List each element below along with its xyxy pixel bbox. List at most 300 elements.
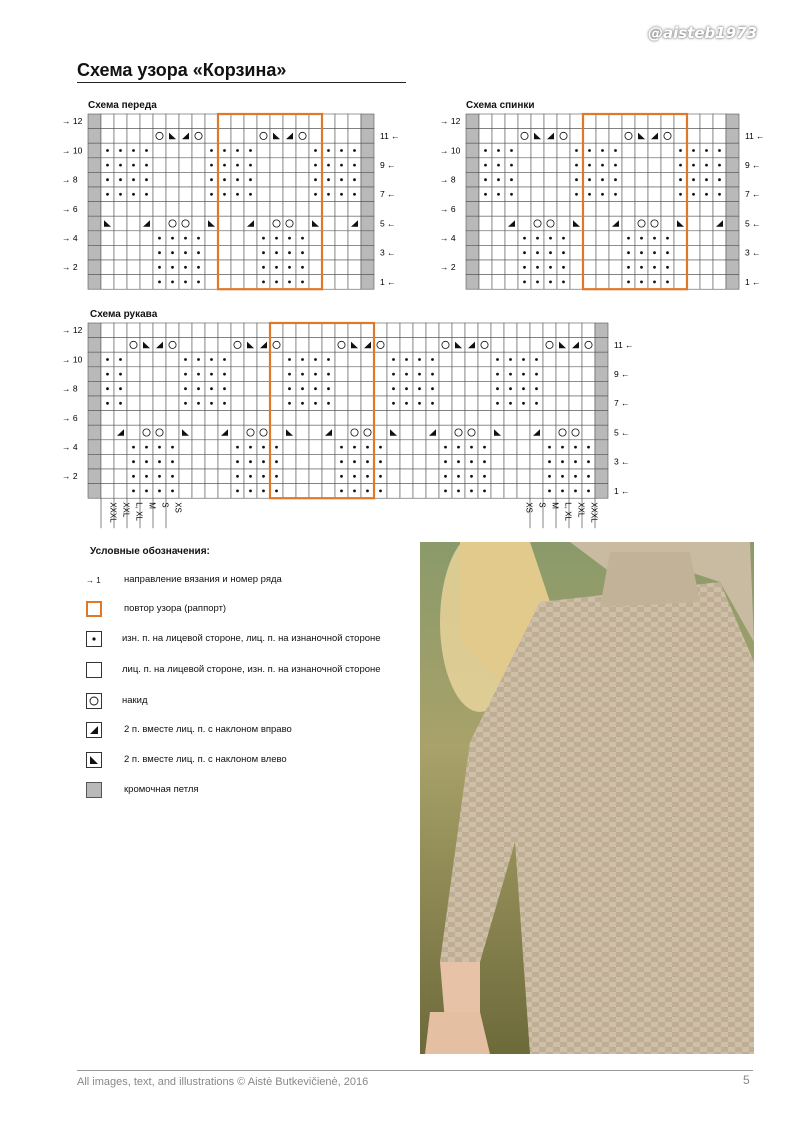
purl-dot-icon xyxy=(523,266,526,269)
purl-dot-icon xyxy=(327,402,330,405)
chart-cell xyxy=(231,338,244,353)
chart-cell xyxy=(179,202,192,217)
chart-cell xyxy=(283,454,296,469)
chart-cell xyxy=(179,484,192,499)
chart-cell xyxy=(439,367,452,382)
chart-cell xyxy=(465,381,478,396)
chart-cell xyxy=(205,275,218,290)
purl-dot-icon xyxy=(288,251,291,254)
purl-dot-icon xyxy=(132,193,135,196)
purl-dot-icon xyxy=(197,237,200,240)
purl-dot-icon xyxy=(145,178,148,181)
purl-dot-icon xyxy=(197,373,200,376)
purl-dot-icon xyxy=(470,460,473,463)
chart-cell xyxy=(205,469,218,484)
chart-cell xyxy=(648,143,661,158)
purl-dot-icon xyxy=(210,164,213,167)
chart-cell xyxy=(309,114,322,129)
purl-dot-icon xyxy=(223,402,226,405)
chart-cell xyxy=(726,172,739,187)
chart-cell xyxy=(296,440,309,455)
chart-cell xyxy=(179,143,192,158)
purl-dot-icon xyxy=(327,373,330,376)
chart-cell xyxy=(192,129,205,144)
chart-cell xyxy=(244,425,257,440)
chart-cell xyxy=(88,381,101,396)
chart-cell xyxy=(257,114,270,129)
purl-dot-icon xyxy=(496,387,499,390)
purl-dot-icon xyxy=(197,281,200,284)
chart-cell xyxy=(127,129,140,144)
chart-cell xyxy=(648,172,661,187)
purl-dot-icon xyxy=(171,251,174,254)
chart-cell xyxy=(179,216,192,231)
chart-cell xyxy=(569,396,582,411)
chart-cell xyxy=(504,469,517,484)
row-label-left: → 2 xyxy=(440,262,456,273)
chart-cell xyxy=(179,129,192,144)
chart-cell xyxy=(179,172,192,187)
chart-cell xyxy=(479,202,492,217)
chart-cell xyxy=(153,114,166,129)
purl-dot-icon xyxy=(666,251,669,254)
k2tog-left-icon xyxy=(86,752,102,768)
chart-cell xyxy=(244,129,257,144)
chart-cell xyxy=(505,245,518,260)
purl-dot-icon xyxy=(705,164,708,167)
chart-cell xyxy=(361,411,374,426)
purl-dot-icon xyxy=(431,358,434,361)
chart-cell xyxy=(270,216,283,231)
chart-cell xyxy=(101,275,114,290)
purl-dot-icon xyxy=(314,164,317,167)
chart-cell xyxy=(257,352,270,367)
chart-cell xyxy=(492,202,505,217)
chart-cell xyxy=(348,114,361,129)
purl-dot-icon xyxy=(509,358,512,361)
purl-dot-icon xyxy=(288,402,291,405)
purl-dot-icon xyxy=(522,373,525,376)
purl-dot-icon xyxy=(119,358,122,361)
chart-cell xyxy=(466,187,479,202)
purl-dot-icon xyxy=(119,373,122,376)
size-label-right: L, XL xyxy=(563,502,573,521)
purl-dot-icon xyxy=(236,475,239,478)
row-label-right: 7 ← xyxy=(380,189,396,200)
purl-dot-icon xyxy=(249,149,252,152)
chart-cell xyxy=(88,440,101,455)
chart-cell xyxy=(153,352,166,367)
chart-cell xyxy=(674,129,687,144)
chart-cell xyxy=(361,231,374,246)
chart-cell xyxy=(244,381,257,396)
chart-cell xyxy=(257,396,270,411)
chart-cell xyxy=(518,187,531,202)
purl-dot-icon xyxy=(692,193,695,196)
chart-cell xyxy=(518,158,531,173)
chart-cell xyxy=(192,469,205,484)
purl-dot-icon xyxy=(145,164,148,167)
purl-dot-icon xyxy=(405,402,408,405)
chart-cell xyxy=(661,202,674,217)
chart-cell xyxy=(478,425,491,440)
purl-dot-icon xyxy=(483,446,486,449)
chart-cell xyxy=(452,425,465,440)
chart-cell xyxy=(218,338,231,353)
purl-dot-icon xyxy=(353,460,356,463)
chart-cell xyxy=(335,323,348,338)
chart-cell xyxy=(270,114,283,129)
legend-text: 2 п. вместе лиц. п. с наклоном влево xyxy=(124,754,287,765)
chart-cell xyxy=(517,323,530,338)
chart-cell xyxy=(218,323,231,338)
chart-cell xyxy=(518,129,531,144)
chart-cell xyxy=(192,484,205,499)
purl-dot-icon xyxy=(353,178,356,181)
chart-cell xyxy=(583,129,596,144)
chart-cell xyxy=(517,484,530,499)
chart-cell xyxy=(465,367,478,382)
chart-cell xyxy=(335,338,348,353)
chart-cell xyxy=(283,440,296,455)
purl-dot-icon xyxy=(483,475,486,478)
purl-dot-icon xyxy=(692,164,695,167)
chart-cell xyxy=(556,425,569,440)
purl-dot-icon xyxy=(679,178,682,181)
chart-cell xyxy=(596,114,609,129)
purl-dot-icon xyxy=(249,490,252,493)
chart-cell xyxy=(543,381,556,396)
chart-cell xyxy=(179,440,192,455)
chart-cell xyxy=(557,187,570,202)
chart-cell xyxy=(309,202,322,217)
chart-cell xyxy=(192,338,205,353)
chart-cell xyxy=(569,367,582,382)
purl-dot-icon xyxy=(184,358,187,361)
chart-cell xyxy=(700,114,713,129)
purl-dot-icon xyxy=(171,237,174,240)
purl-dot-icon xyxy=(405,358,408,361)
chart-cell xyxy=(127,275,140,290)
chart-cell xyxy=(283,484,296,499)
purl-dot-icon xyxy=(614,164,617,167)
chart-cell xyxy=(387,454,400,469)
chart-cell xyxy=(687,202,700,217)
purl-dot-icon xyxy=(288,281,291,284)
chart-cell xyxy=(127,202,140,217)
chart-cell xyxy=(309,469,322,484)
title-underline xyxy=(77,82,406,83)
chart-cell xyxy=(400,484,413,499)
purl-dot-icon xyxy=(301,266,304,269)
purl-dot-icon xyxy=(210,178,213,181)
chart-cell xyxy=(374,323,387,338)
purl-dot-icon xyxy=(223,193,226,196)
purl-dot-icon xyxy=(249,475,252,478)
chart-cell xyxy=(335,396,348,411)
chart-cell xyxy=(192,454,205,469)
chart-cell xyxy=(257,129,270,144)
chart-cell xyxy=(452,367,465,382)
chart-cell xyxy=(361,381,374,396)
chart-cell xyxy=(531,143,544,158)
chart-cell xyxy=(114,202,127,217)
purl-dot-icon xyxy=(106,387,109,390)
chart-cell xyxy=(557,202,570,217)
chart-cell xyxy=(244,231,257,246)
chart-cell xyxy=(192,411,205,426)
chart-cell xyxy=(374,425,387,440)
chart-cell xyxy=(153,411,166,426)
chart-cell xyxy=(583,275,596,290)
chart-cell xyxy=(557,143,570,158)
chart-cell xyxy=(166,367,179,382)
purl-dot-icon xyxy=(132,460,135,463)
chart-cell xyxy=(505,202,518,217)
chart-cell xyxy=(218,245,231,260)
purl-dot-icon xyxy=(262,266,265,269)
purl-dot-icon xyxy=(132,475,135,478)
chart-cell xyxy=(166,114,179,129)
purl-dot-icon xyxy=(522,402,525,405)
chart-cell xyxy=(140,202,153,217)
chart-cell xyxy=(518,143,531,158)
chart-cell xyxy=(205,323,218,338)
chart-cell xyxy=(101,338,114,353)
chart-cell xyxy=(322,440,335,455)
purl-dot-icon xyxy=(275,460,278,463)
purl-dot-icon xyxy=(171,446,174,449)
purl-dot-icon xyxy=(275,237,278,240)
purl-dot-icon xyxy=(158,460,161,463)
purl-dot-icon xyxy=(119,387,122,390)
chart-cell xyxy=(661,187,674,202)
purl-dot-icon xyxy=(301,358,304,361)
chart-cell xyxy=(700,275,713,290)
chart-cell xyxy=(114,469,127,484)
purl-dot-icon xyxy=(379,490,382,493)
chart-cell xyxy=(283,216,296,231)
chart-cell xyxy=(544,158,557,173)
chart-cell xyxy=(413,338,426,353)
chart-cell xyxy=(544,187,557,202)
chart-cell xyxy=(374,367,387,382)
chart-cell xyxy=(713,231,726,246)
purl-dot-icon xyxy=(497,164,500,167)
chart-cell xyxy=(517,425,530,440)
purl-dot-icon xyxy=(457,460,460,463)
purl-dot-icon xyxy=(379,475,382,478)
chart-cell xyxy=(674,114,687,129)
purl-dot-icon xyxy=(392,358,395,361)
chart-cell xyxy=(114,323,127,338)
chart-cell xyxy=(270,187,283,202)
chart-cell xyxy=(479,245,492,260)
footer-rule xyxy=(77,1070,753,1071)
chart-cell xyxy=(504,454,517,469)
chart-cell xyxy=(322,323,335,338)
chart-cell xyxy=(413,454,426,469)
chart-cell xyxy=(491,440,504,455)
chart-cell xyxy=(413,323,426,338)
size-label-left: M xyxy=(147,502,157,509)
purl-dot-icon xyxy=(561,460,564,463)
size-label-right: XS xyxy=(524,502,534,513)
chart-cell xyxy=(465,352,478,367)
purl-dot-icon xyxy=(184,281,187,284)
purl-dot-icon xyxy=(145,475,148,478)
purl-dot-icon xyxy=(353,164,356,167)
chart-cell xyxy=(127,338,140,353)
purl-dot-icon xyxy=(510,193,513,196)
purl-dot-icon xyxy=(301,402,304,405)
model-photo xyxy=(420,542,754,1054)
chart-cell xyxy=(466,260,479,275)
chart-cell xyxy=(140,323,153,338)
chart-cell xyxy=(244,245,257,260)
purl-dot-icon xyxy=(223,358,226,361)
row-label-left: → 8 xyxy=(62,174,78,185)
purl-dot-icon xyxy=(223,164,226,167)
chart-cell xyxy=(309,245,322,260)
row-label-right: 9 ← xyxy=(745,160,761,171)
purl-dot-icon xyxy=(549,251,552,254)
chart-cell xyxy=(635,158,648,173)
chart-cell xyxy=(218,411,231,426)
purl-dot-icon xyxy=(535,402,538,405)
chart-cell xyxy=(283,114,296,129)
chart-cell xyxy=(335,216,348,231)
chart-cell xyxy=(400,338,413,353)
chart-cell xyxy=(452,352,465,367)
chart-cell xyxy=(153,172,166,187)
row-label-left: → 6 xyxy=(440,203,456,214)
chart-cell xyxy=(595,440,608,455)
purl-dot-icon xyxy=(718,193,721,196)
purl-dot-icon xyxy=(457,475,460,478)
chart-cell xyxy=(387,469,400,484)
purl-dot-icon xyxy=(132,446,135,449)
chart-cell xyxy=(582,381,595,396)
chart-cell xyxy=(595,425,608,440)
purl-dot-icon xyxy=(536,266,539,269)
purl-dot-icon xyxy=(236,164,239,167)
purl-dot-icon xyxy=(314,149,317,152)
chart-cell xyxy=(309,129,322,144)
chart-cell xyxy=(309,425,322,440)
purl-dot-icon xyxy=(549,281,552,284)
chart-cell xyxy=(322,129,335,144)
chart-cell xyxy=(283,202,296,217)
purl-dot-icon xyxy=(184,266,187,269)
chart-cell xyxy=(595,484,608,499)
chart-cell xyxy=(309,411,322,426)
chart-cell xyxy=(101,454,114,469)
page-title: Схема узора «Корзина» xyxy=(77,60,287,80)
chart-cell xyxy=(322,114,335,129)
chart-cell xyxy=(726,202,739,217)
purl-dot-icon xyxy=(223,178,226,181)
chart-cell xyxy=(465,323,478,338)
chart-cell xyxy=(166,129,179,144)
purl-dot-icon xyxy=(119,164,122,167)
chart-cell xyxy=(622,202,635,217)
purl-dot-icon xyxy=(249,460,252,463)
purl-dot-icon xyxy=(327,178,330,181)
chart-cell xyxy=(296,187,309,202)
chart-cell xyxy=(595,396,608,411)
purl-dot-icon xyxy=(601,178,604,181)
chart-cell xyxy=(127,231,140,246)
chart-cell xyxy=(309,323,322,338)
purl-dot-icon xyxy=(444,446,447,449)
purl-dot-icon xyxy=(535,358,538,361)
row-label-left: → 4 xyxy=(62,442,78,453)
chart-cell xyxy=(153,323,166,338)
chart-cell xyxy=(205,440,218,455)
purl-dot-icon xyxy=(106,193,109,196)
chart-cell xyxy=(387,440,400,455)
chart-cell xyxy=(583,202,596,217)
chart-cell xyxy=(192,114,205,129)
chart-cell xyxy=(335,425,348,440)
chart-cell xyxy=(595,352,608,367)
chart-cell xyxy=(192,172,205,187)
legend-text: накид xyxy=(122,695,148,706)
chart-cell xyxy=(413,425,426,440)
purl-dot-icon xyxy=(692,149,695,152)
chart-cell xyxy=(192,187,205,202)
chart-cell xyxy=(88,352,101,367)
chart-cell xyxy=(661,158,674,173)
chart-cell xyxy=(400,425,413,440)
chart-cell xyxy=(127,367,140,382)
chart-cell xyxy=(257,143,270,158)
chart-cell xyxy=(569,411,582,426)
chart-cell xyxy=(296,425,309,440)
chart-cell xyxy=(361,187,374,202)
chart-cell xyxy=(622,216,635,231)
chart-cell xyxy=(153,187,166,202)
chart-cell xyxy=(556,323,569,338)
purl-dot-icon xyxy=(353,149,356,152)
chart-cell xyxy=(700,245,713,260)
chart-cell xyxy=(465,396,478,411)
purl-dot-icon xyxy=(288,373,291,376)
chart-cell xyxy=(348,396,361,411)
chart-cell xyxy=(335,275,348,290)
chart-cell xyxy=(322,216,335,231)
row-label-left: → 4 xyxy=(440,233,456,244)
chart-cell xyxy=(609,202,622,217)
chart-cell xyxy=(674,231,687,246)
chart-cell xyxy=(218,260,231,275)
purl-dot-icon xyxy=(574,475,577,478)
purl-dot-icon xyxy=(119,402,122,405)
chart-cell xyxy=(426,469,439,484)
chart-cell xyxy=(570,231,583,246)
purl-dot-icon xyxy=(392,402,395,405)
chart-cell xyxy=(583,114,596,129)
chart-cell xyxy=(595,367,608,382)
purl-dot-icon xyxy=(444,460,447,463)
purl-dot-icon xyxy=(249,178,252,181)
purl-dot-icon xyxy=(444,475,447,478)
purl-dot-icon xyxy=(158,490,161,493)
purl-dot-icon xyxy=(106,178,109,181)
chart-cell xyxy=(569,323,582,338)
purl-dot-icon xyxy=(444,490,447,493)
